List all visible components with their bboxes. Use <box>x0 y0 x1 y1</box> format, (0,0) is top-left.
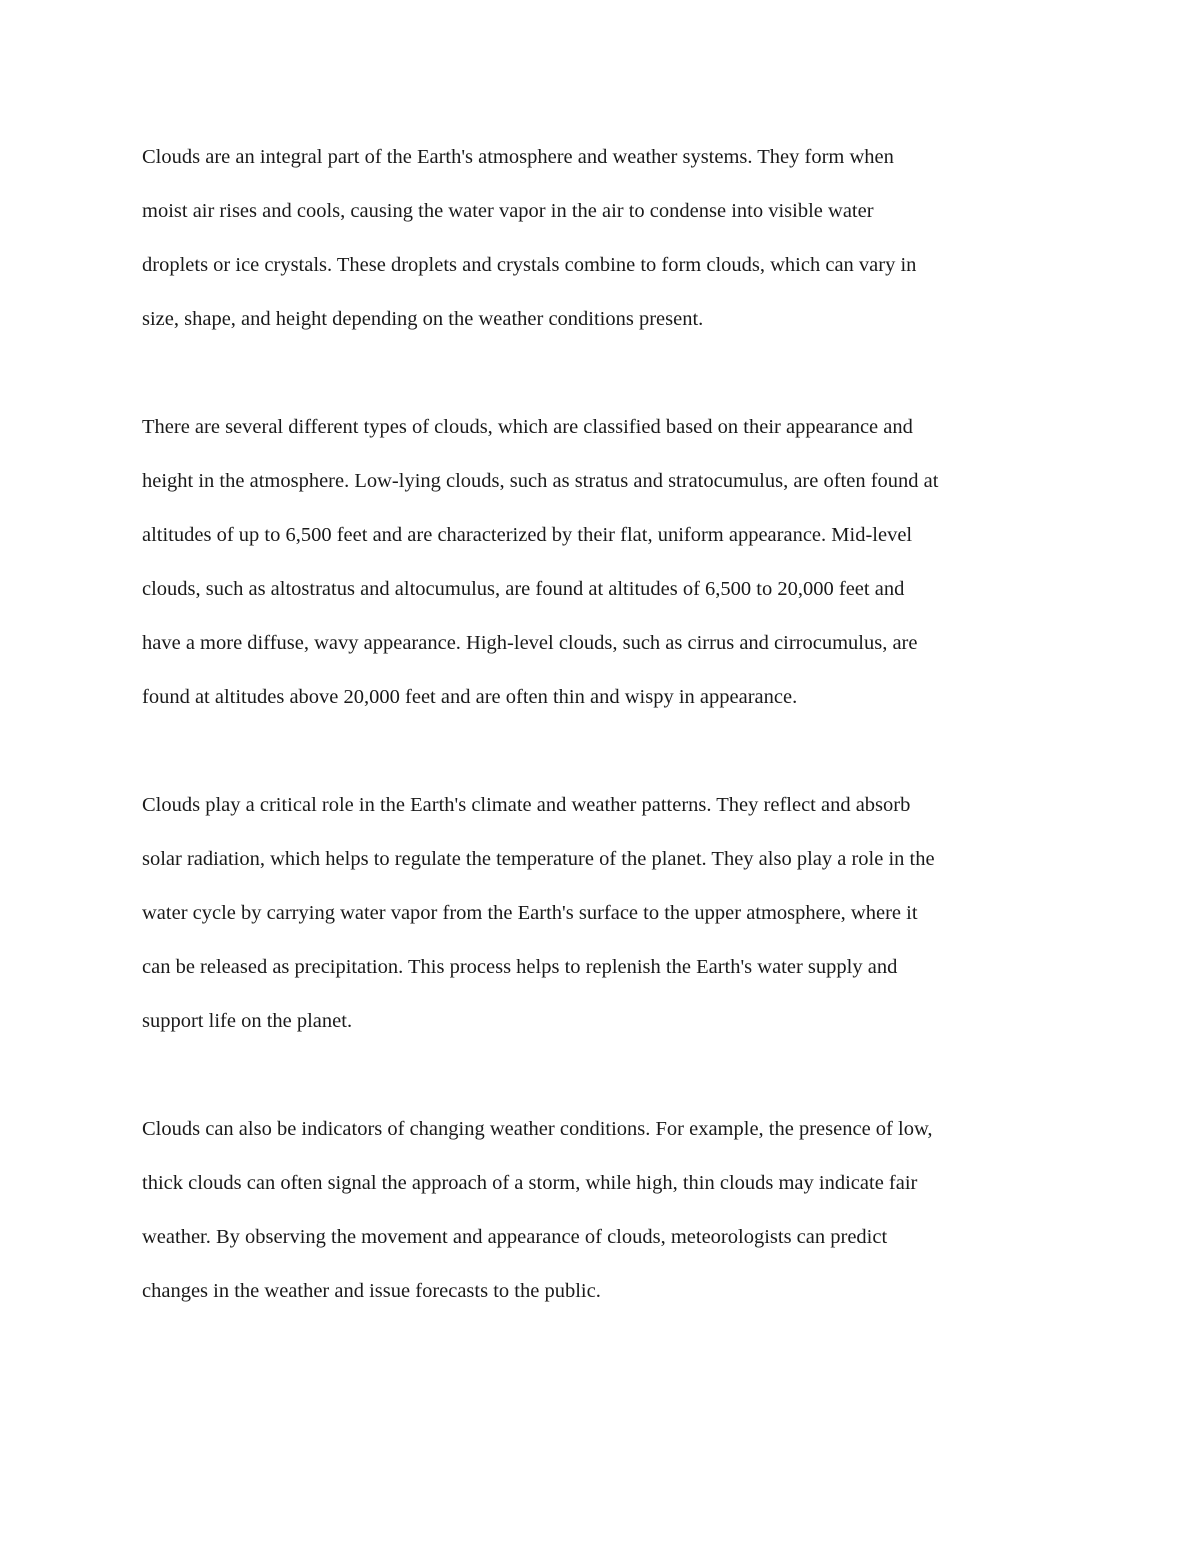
text-line: support life on the planet. <box>142 1010 353 1032</box>
document-body <box>142 130 1067 1372</box>
text-line: altitudes of up to 6,500 feet and are characterized by their flat, uniform appearance. Mid-level <box>142 524 913 546</box>
text-line: height in the atmosphere. Low-lying clouds, such as stratus and stratocumulus, are often found at <box>142 470 939 492</box>
text-line: size, shape, and height depending on the weather conditions present. <box>142 308 704 330</box>
text-line: solar radiation, which helps to regulate the temperature of the planet. They also play a role in the <box>142 848 935 870</box>
paragraph-cloud-types <box>142 400 1067 724</box>
text-line: Clouds are an integral part of the Earth's atmosphere and weather systems. They form when <box>142 146 894 168</box>
text-line: have a more diffuse, wavy appearance. High-level clouds, such as cirrus and cirrocumulus, are <box>142 632 918 654</box>
text-line: can be released as precipitation. This process helps to replenish the Earth's water supply and <box>142 956 898 978</box>
text-line: changes in the weather and issue forecasts to the public. <box>142 1280 601 1302</box>
text-line: Clouds play a critical role in the Earth's climate and weather patterns. They reflect and absorb <box>142 794 911 816</box>
text-line: Clouds can also be indicators of changing weather conditions. For example, the presence of low, <box>142 1118 933 1140</box>
text-line: droplets or ice crystals. These droplets and crystals combine to form clouds, which can vary in <box>142 254 917 276</box>
text-line: moist air rises and cools, causing the water vapor in the air to condense into visible water <box>142 200 874 222</box>
text-line: There are several different types of clouds, which are classified based on their appearance and <box>142 416 913 438</box>
paragraph-weather-indicators <box>142 1102 1067 1318</box>
text-line: found at altitudes above 20,000 feet and are often thin and wispy in appearance. <box>142 686 798 708</box>
text-line: thick clouds can often signal the approach of a storm, while high, thin clouds may indicate fair <box>142 1172 918 1194</box>
text-line: clouds, such as altostratus and altocumulus, are found at altitudes of 6,500 to 20,000 feet and <box>142 578 905 600</box>
paragraph-cloud-climate-role <box>142 778 1067 1048</box>
text-line: water cycle by carrying water vapor from the Earth's surface to the upper atmosphere, where it <box>142 902 918 924</box>
paragraph-cloud-formation <box>142 130 1067 346</box>
text-line: weather. By observing the movement and appearance of clouds, meteorologists can predict <box>142 1226 888 1248</box>
